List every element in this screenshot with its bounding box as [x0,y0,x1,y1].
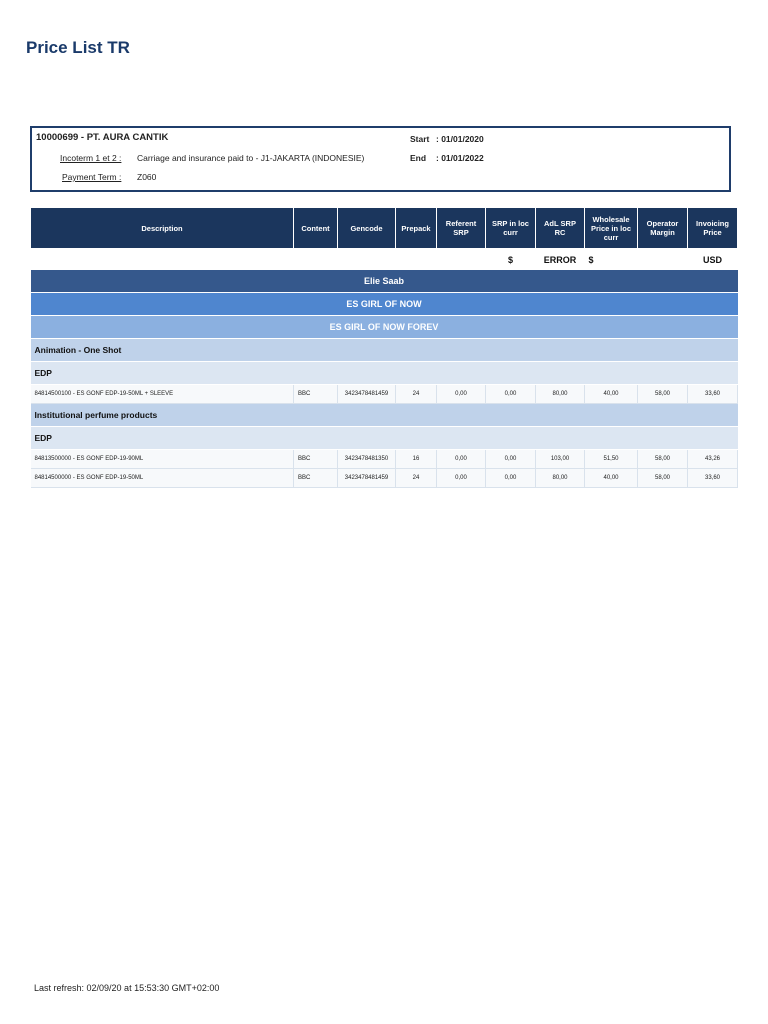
brand-row [31,270,738,293]
currency-invoicing: USD [688,249,738,271]
subline-row [31,316,738,339]
cell-wholesale: 51,50 [585,450,638,469]
type-name: EDP [31,362,738,385]
incoterm-value: Carriage and insurance paid to - J1-JAKARTA (INDONESIE) [137,153,365,163]
cell-invoicing-price: 43,26 [688,450,738,469]
cell-content: BBC [294,450,338,469]
cell-srp-loc: 0,00 [486,450,536,469]
col-header-invoicing-price: Invoicing Price [688,208,738,249]
cell-operator-margin: 58,00 [638,385,688,404]
group-row [31,339,738,362]
cell-operator-margin: 58,00 [638,450,688,469]
cell-adl-srp: 103,00 [536,450,585,469]
line-name: ES GIRL OF NOW [31,293,738,316]
cell-gencode: 3423478481350 [338,450,396,469]
price-list-table [30,207,738,488]
cell-description: 84813500000 - ES GONF EDP-19-90ML [31,450,294,469]
cell-srp-loc: 0,00 [486,469,536,488]
cell-prepack: 24 [396,469,437,488]
brand-name: Elie Saab [31,270,738,293]
cell-referent-srp: 0,00 [437,469,486,488]
cell-prepack: 16 [396,450,437,469]
cell-content: BBC [294,469,338,488]
cell-adl-srp: 80,00 [536,385,585,404]
cell-wholesale: 40,00 [585,385,638,404]
customer-info-box [30,126,731,192]
col-header-prepack: Prepack [396,208,437,249]
col-header-referent-srp: Referent SRP [437,208,486,249]
cell-description: 84814500100 - ES GONF EDP-19-50ML + SLEEVE [31,385,294,404]
customer-name: 10000699 - PT. AURA CANTIK [36,132,169,143]
subline-name: ES GIRL OF NOW FOREV [31,316,738,339]
table-row [31,450,738,469]
start-date: : 01/01/2020 [436,134,484,144]
end-label: End [410,153,427,163]
start-label: Start [410,134,430,144]
cell-description: 84814500000 - ES GONF EDP-19-50ML [31,469,294,488]
col-header-srp-loc-curr: SRP in loc curr [486,208,536,249]
currency-adl-srp: ERROR [536,249,585,271]
page-title: Price List TR [26,38,130,57]
cell-operator-margin: 58,00 [638,469,688,488]
payment-term-label: Payment Term : [62,172,122,182]
currency-wholesale: $ [585,249,638,271]
col-header-content: Content [294,208,338,249]
cell-referent-srp: 0,00 [437,450,486,469]
table-header-row [31,208,738,249]
cell-invoicing-price: 33,60 [688,385,738,404]
last-refresh-text: Last refresh: 02/09/20 at 15:53:30 GMT+02:00 [34,983,220,993]
group-row [31,404,738,427]
col-header-gencode: Gencode [338,208,396,249]
cell-wholesale: 40,00 [585,469,638,488]
col-header-wholesale-price: Wholesale Price in loc curr [585,208,638,249]
col-header-operator-margin: Operator Margin [638,208,688,249]
col-header-description: Description [31,208,294,249]
cell-gencode: 3423478481459 [338,385,396,404]
cell-content: BBC [294,385,338,404]
group-name: Institutional perfume products [31,404,738,427]
payment-term-value: Z060 [137,172,157,182]
type-row [31,427,738,450]
group-name: Animation - One Shot [31,339,738,362]
type-row [31,362,738,385]
currency-srp-loc: $ [486,249,536,271]
cell-srp-loc: 0,00 [486,385,536,404]
table-row [31,469,738,488]
cell-gencode: 3423478481459 [338,469,396,488]
cell-invoicing-price: 33,60 [688,469,738,488]
cell-adl-srp: 80,00 [536,469,585,488]
table-row [31,385,738,404]
cell-prepack: 24 [396,385,437,404]
incoterm-label: Incoterm 1 et 2 : [60,153,122,163]
currency-row [31,249,738,271]
line-row [31,293,738,316]
type-name: EDP [31,427,738,450]
end-date: : 01/01/2022 [436,153,484,163]
cell-referent-srp: 0,00 [437,385,486,404]
col-header-adl-srp-rc: AdL SRP RC [536,208,585,249]
